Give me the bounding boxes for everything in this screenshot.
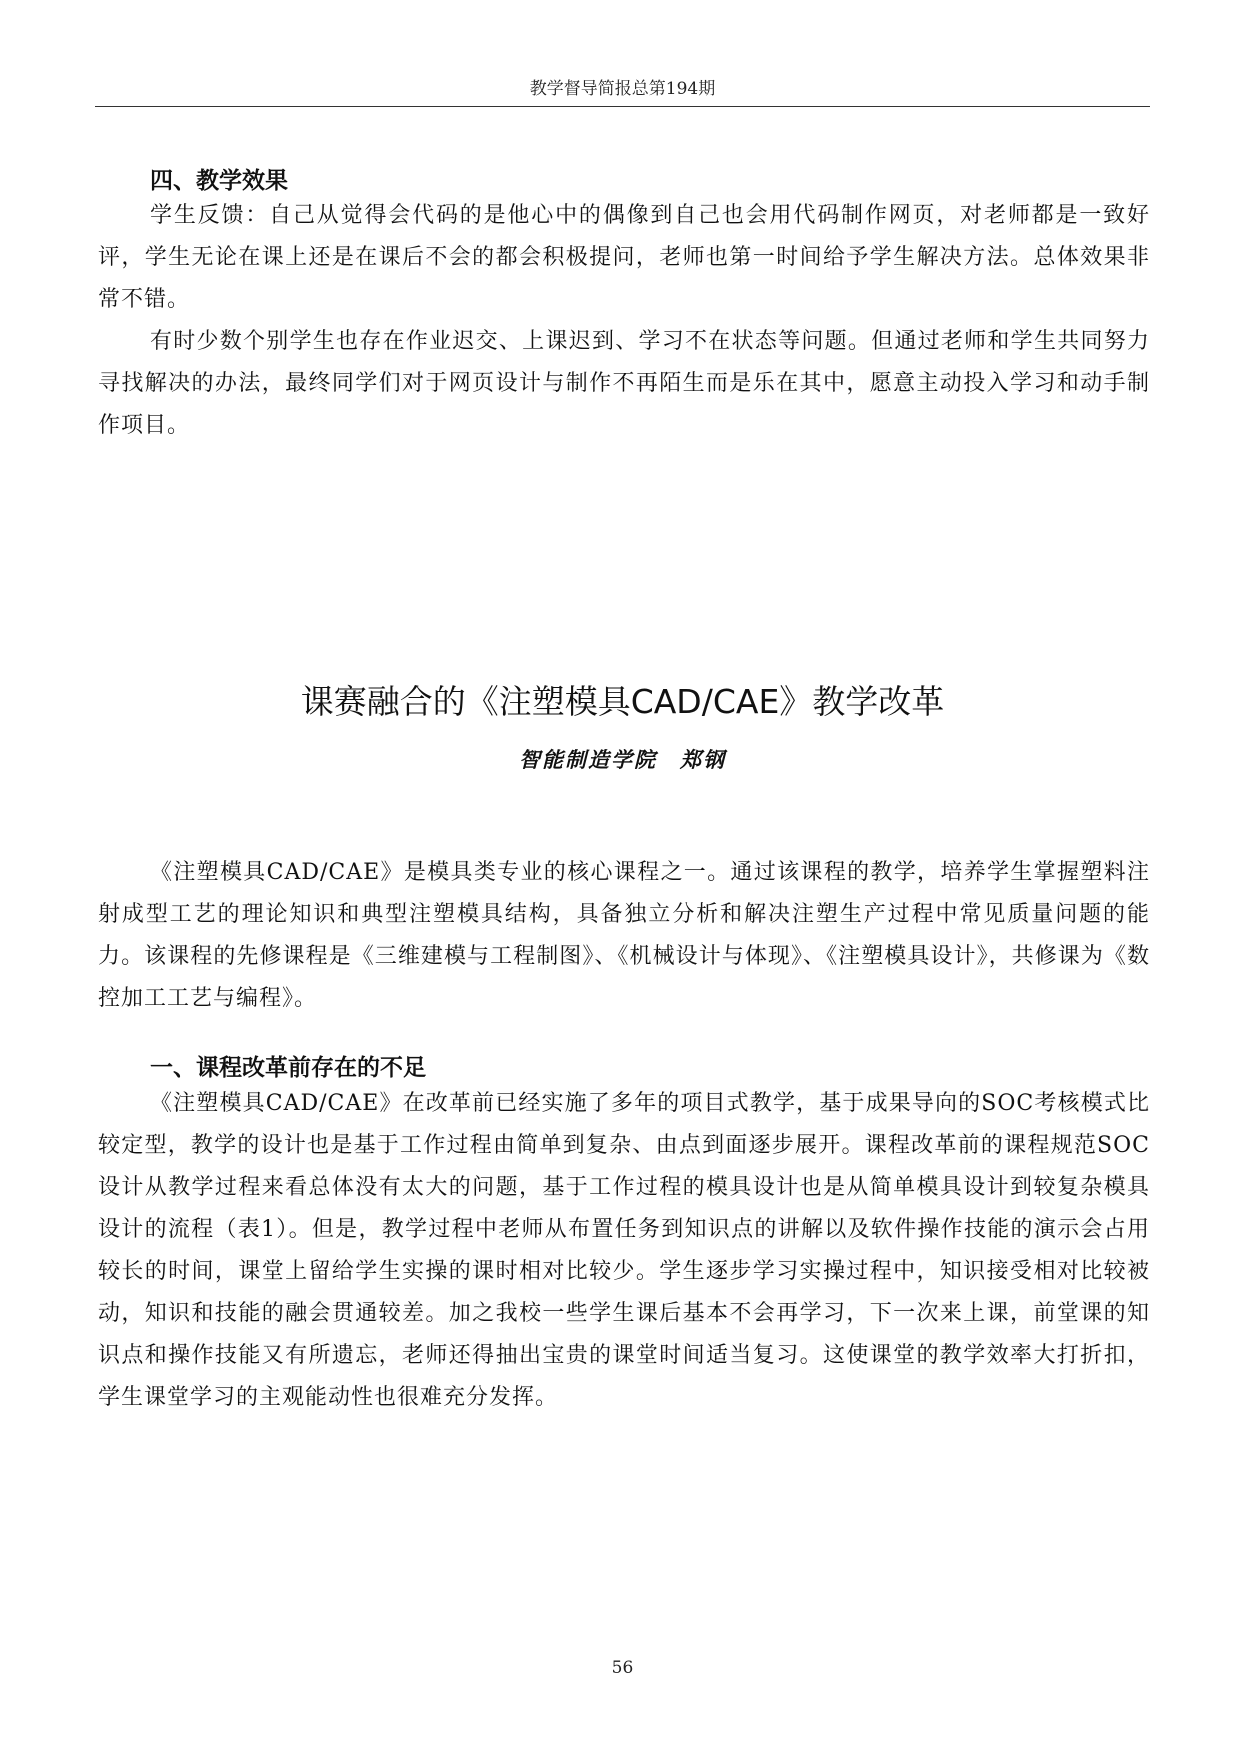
header-divider — [95, 106, 1150, 107]
section-heading-teaching-effect: 四、教学效果 — [150, 168, 288, 194]
paragraph-course-intro: 《注塑模具CAD/CAE》是模具类专业的核心课程之一。通过该课程的教学，培养学生掌握塑料注射成型工艺的理论知识和典型注塑模具结构，具备独立分析和解决注塑生产过程中常见质量问题的能力。该课程的先修课程是《三维建模与工程制图》、《机械设计与体现》、《注塑模具设计》，共修课为《数控加工工艺与编程》。 — [98, 860, 1150, 1011]
article-title: 课赛融合的《注塑模具CAD/CAE》教学改革 — [300, 682, 945, 721]
paragraph-student-feedback: 学生反馈：自己从觉得会代码的是他心中的偶像到自己也会用代码制作网页，对老师都是一致好评，学生无论在课上还是在课后不会的都会积极提问，老师也第一时间给予学生解决方法。总体效果非常不错。 — [98, 203, 1150, 312]
section-heading-shortcomings: 一、课程改革前存在的不足 — [150, 1055, 426, 1081]
paragraph-problems: 有时少数个别学生也存在作业迟交、上课迟到、学习不在状态等问题。但通过老师和学生共同努力寻找解决的办法，最终同学们对于网页设计与制作不再陌生而是乐在其中，愿意主动投入学习和动手制作项目。 — [98, 329, 1150, 438]
paragraph-shortcomings: 《注塑模具CAD/CAE》在改革前已经实施了多年的项目式教学，基于成果导向的SOC考核模式比较定型，教学的设计也是基于工作过程由简单到复杂、由点到面逐步展开。课程改革前的课程规范SOC设计从教学过程来看总体没有太大的问题，基于工作过程的模具设计也是从简单模具设计到较复杂模具设计的流程（表1）。但是，教学过程中老师从布置任务到知识点的讲解以及软件操作技能的演示会占用较长的时间，课堂上留给学生实操的课时相对比较少。学生逐步学习实操过程中，知识接受相对比较被动，知识和技能的融会贯通较差。加之我校一些学生课后基本不会再学习，下一次来上课，前堂课的知识点和操作技能又有所遗忘，老师还得抽出宝贵的课堂时间适当复习。这使课堂的教学效率大打折扣，学生课堂学习的主观能动性也很难充分发挥。 — [98, 1091, 1150, 1410]
page-number: 56 — [611, 1658, 634, 1678]
article-byline: 智能制造学院 郑钢 — [519, 747, 726, 772]
running-header: 教学督导简报总第194期 — [529, 79, 716, 99]
